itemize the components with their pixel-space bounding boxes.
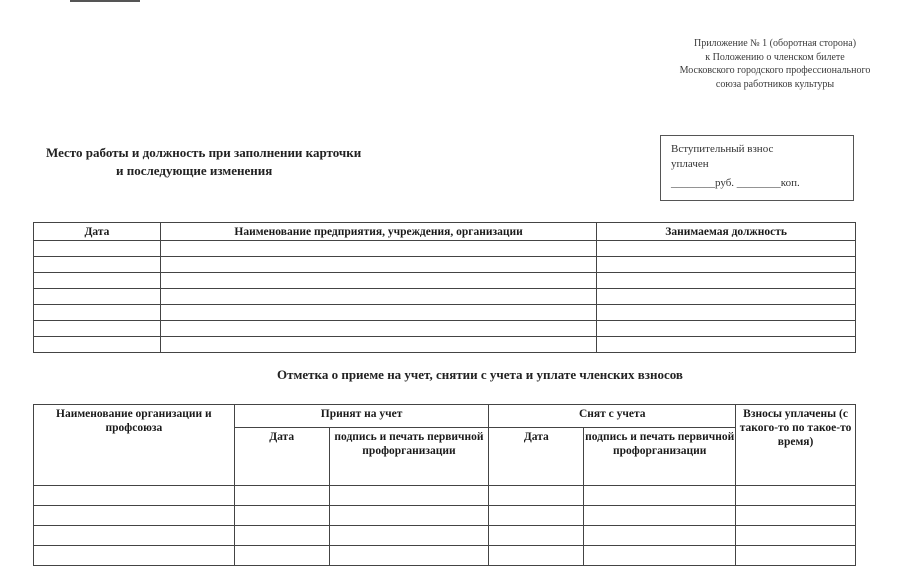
table-cell[interactable]: [489, 506, 584, 526]
col-header-accepted: Принят на учет: [234, 405, 489, 428]
table-cell[interactable]: [234, 526, 329, 546]
appendix-note: [640, 37, 901, 91]
col-header-org-union: Наименование организации и профсоюза: [34, 405, 235, 486]
table-cell[interactable]: [597, 241, 856, 257]
col-header-fees-paid: Взносы уплачены (с такого-то по такое-то время): [736, 405, 856, 486]
col-header-position: Занимаемая должность: [597, 223, 856, 241]
table-header-row: [34, 405, 856, 428]
table-cell[interactable]: [584, 486, 736, 506]
table-cell[interactable]: [329, 506, 489, 526]
table-header-row: [34, 223, 856, 241]
table-cell[interactable]: [597, 337, 856, 353]
table-cell[interactable]: [160, 337, 596, 353]
table-cell[interactable]: [736, 526, 856, 546]
table-cell[interactable]: [736, 506, 856, 526]
table-cell[interactable]: [597, 257, 856, 273]
col-header-organization: Наименование предприятия, учреждения, организации: [160, 223, 596, 241]
table-row: [34, 289, 856, 305]
table-row: [34, 506, 856, 526]
scan-edge-mark: [70, 0, 140, 2]
table-cell[interactable]: [597, 289, 856, 305]
col-header-accepted-sign: подпись и печать первичной профорганизации: [329, 428, 489, 486]
table-row: [34, 305, 856, 321]
table-cell[interactable]: [597, 305, 856, 321]
table-cell[interactable]: [736, 546, 856, 566]
table-cell[interactable]: [34, 241, 161, 257]
table-cell[interactable]: [584, 506, 736, 526]
table-cell[interactable]: [329, 546, 489, 566]
col-header-accepted-date: Дата: [234, 428, 329, 486]
col-header-removed-sign: подпись и печать первичной профорганизации: [584, 428, 736, 486]
table-cell[interactable]: [34, 486, 235, 506]
table-cell[interactable]: [34, 337, 161, 353]
registration-subtitle: Отметка о приеме на учет, снятии с учета и уплате членских взносов: [277, 367, 683, 382]
appendix-note-line: Московского городского профессионального: [679, 65, 871, 76]
table-cell[interactable]: [160, 321, 596, 337]
col-header-removed: Снят с учета: [489, 405, 736, 428]
table-cell[interactable]: [584, 526, 736, 546]
table-row: [34, 337, 856, 353]
table-cell[interactable]: [329, 486, 489, 506]
appendix-note-line: к Положению о членском билете: [705, 51, 845, 63]
appendix-note-line: Приложение № 1 (оборотная сторона): [693, 38, 857, 49]
table-cell[interactable]: [34, 289, 161, 305]
table-row: [34, 486, 856, 506]
table-cell[interactable]: [34, 526, 235, 546]
table-cell[interactable]: [34, 305, 161, 321]
table-cell[interactable]: [597, 273, 856, 289]
table-cell[interactable]: [160, 257, 596, 273]
workplace-table: [33, 222, 856, 353]
table-cell[interactable]: [597, 321, 856, 337]
table-cell[interactable]: [489, 546, 584, 566]
table-cell[interactable]: [34, 546, 235, 566]
table-cell[interactable]: [34, 321, 161, 337]
table-row: [34, 241, 856, 257]
table-cell[interactable]: [489, 486, 584, 506]
fee-box-label: Вступительный взнос: [671, 143, 774, 155]
table-cell[interactable]: [34, 506, 235, 526]
table-cell[interactable]: [736, 486, 856, 506]
table-row: [34, 273, 856, 289]
table-cell[interactable]: [234, 546, 329, 566]
table-cell[interactable]: [34, 257, 161, 273]
section-title: [46, 144, 476, 180]
table-cell[interactable]: [34, 273, 161, 289]
appendix-note-line: союза работников культуры: [715, 78, 835, 90]
table-row: [34, 526, 856, 546]
col-header-removed-date: Дата: [489, 428, 584, 486]
section-title-line2: и последующие изменения: [116, 163, 273, 178]
section-title-line1: Место работы и должность при заполнении карточки: [46, 145, 362, 160]
table-cell[interactable]: [160, 289, 596, 305]
fee-amount-blanks: ________руб. ________коп.: [671, 177, 800, 189]
table-row: [34, 321, 856, 337]
table-cell[interactable]: [160, 305, 596, 321]
table-cell[interactable]: [489, 526, 584, 546]
table-cell[interactable]: [329, 526, 489, 546]
table-cell[interactable]: [160, 241, 596, 257]
table-cell[interactable]: [584, 546, 736, 566]
table-row: [34, 257, 856, 273]
registration-table: [33, 404, 856, 566]
col-header-date: Дата: [34, 223, 161, 241]
entrance-fee-box: [660, 135, 854, 201]
table-cell[interactable]: [234, 486, 329, 506]
table-cell[interactable]: [160, 273, 596, 289]
table-cell[interactable]: [234, 506, 329, 526]
table-row: [34, 546, 856, 566]
fee-box-label-paid: уплачен: [671, 158, 709, 170]
